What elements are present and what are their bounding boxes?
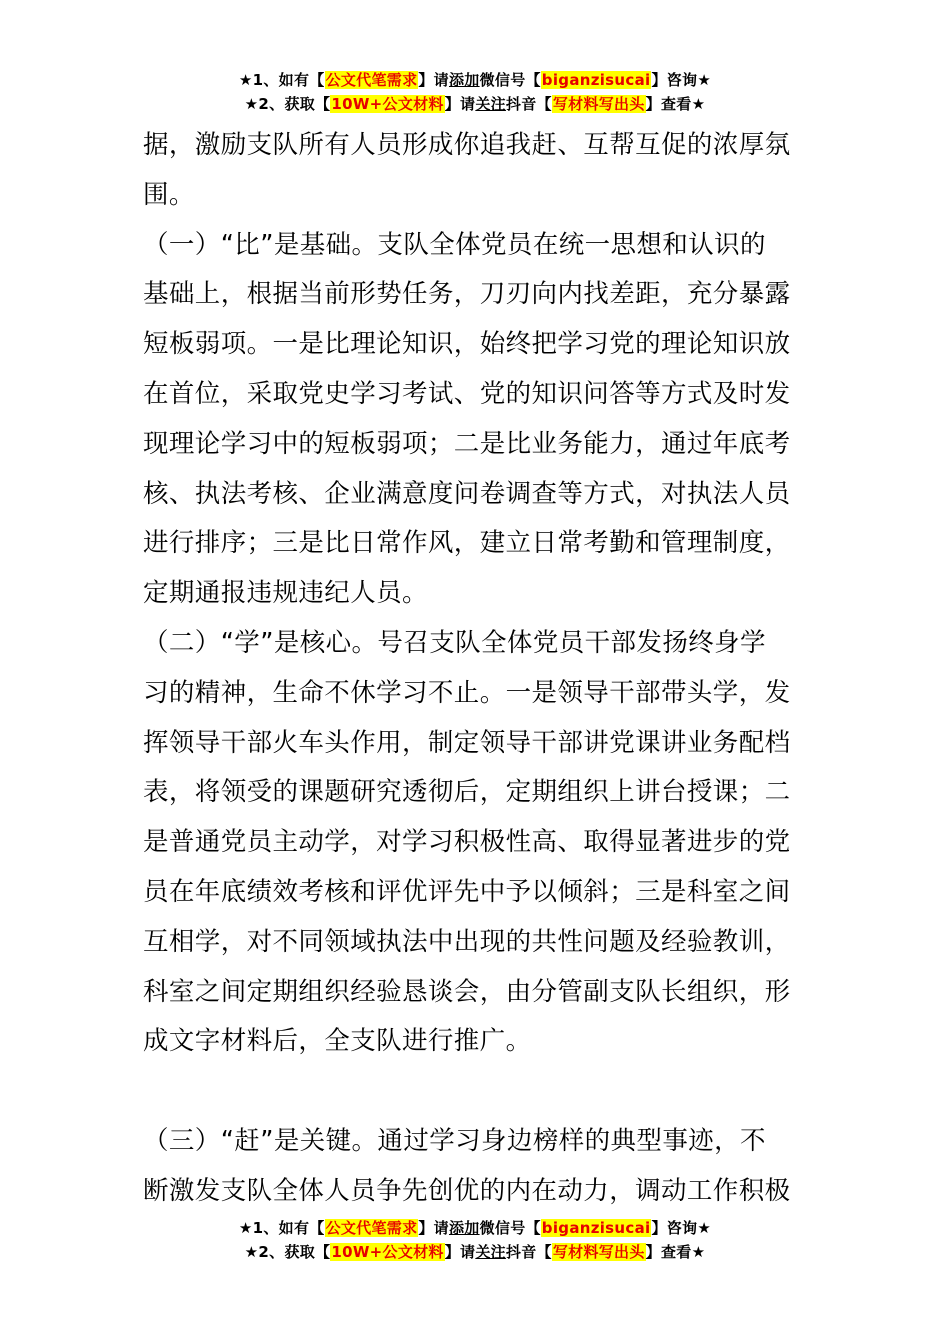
- body-line: 习的精神，生命不休学习不止。一是领导干部带头学，发: [143, 677, 791, 708]
- banner-text: ★2、获取【: [244, 1243, 331, 1261]
- banner-text: 】查看★: [645, 95, 706, 113]
- banner-text: 抖音【: [505, 1243, 552, 1261]
- banner-highlight: 写材料写出头: [552, 1243, 645, 1261]
- footer-banner: [0, 1216, 950, 1264]
- body-line: 核、执法考核、企业满意度问卷调查等方式，对执法人员: [143, 478, 791, 509]
- banner-text: 】咨询★: [651, 1219, 712, 1237]
- banner-text: 】请: [444, 1243, 476, 1261]
- body-line: 定期通报违规违纪人员。: [143, 578, 428, 609]
- header-banner: [0, 68, 950, 116]
- banner-text: 】查看★: [645, 1243, 706, 1261]
- banner-highlight: 公文代笔需求: [325, 71, 418, 89]
- banner-highlight: 公文代笔需求: [325, 1219, 418, 1237]
- body-line: 表，将领受的课题研究透彻后，定期组织上讲台授课；二: [143, 777, 791, 808]
- body-line: （一）“比”是基础。支队全体党员在统一思想和认识的: [143, 229, 766, 260]
- body-line: 在首位，采取党史学习考试、党的知识问答等方式及时发: [143, 378, 791, 409]
- banner-line-2: [0, 1240, 950, 1264]
- banner-text: 抖音【: [505, 95, 552, 113]
- banner-highlight: 10W+公文材料: [331, 95, 444, 113]
- body-line: 员在年底绩效考核和评优评先中予以倾斜；三是科室之间: [143, 876, 791, 907]
- body-line: 成文字材料后，全支队进行推广。: [143, 1026, 532, 1057]
- banner-text: ★1、如有【: [238, 1219, 325, 1237]
- body-line: （三）“赶”是关键。通过学习身边榜样的典型事迹，不: [143, 1125, 766, 1156]
- banner-underline: 关注: [475, 95, 506, 113]
- body-line: 是普通党员主动学，对学习积极性高、取得显著进步的党: [143, 827, 791, 858]
- banner-highlight: 10W+公文材料: [331, 1243, 444, 1261]
- banner-text: 】请: [418, 1219, 449, 1237]
- banner-text: 】请: [418, 71, 449, 89]
- banner-text: 】请: [444, 95, 476, 113]
- body-line: 断激发支队全体人员争先创优的内在动力，调动工作积极: [143, 1175, 791, 1206]
- banner-text: ★2、获取【: [244, 95, 331, 113]
- body-line: 据，激励支队所有人员形成你追我赶、互帮互促的浓厚氛: [143, 130, 791, 160]
- banner-underline: 添加: [448, 71, 480, 89]
- body-line: 现理论学习中的短板弱项；二是比业务能力，通过年底考: [143, 428, 791, 459]
- paragraph-gap: [143, 1067, 808, 1117]
- body-line: 互相学，对不同领域执法中出现的共性问题及经验教训，: [143, 926, 791, 957]
- body-line: 基础上，根据当前形势任务，刀刃向内找差距，充分暴露: [143, 279, 791, 310]
- banner-line-1: [0, 68, 950, 92]
- body-line: 科室之间定期组织经验恳谈会，由分管副支队长组织，形: [143, 976, 791, 1007]
- banner-highlight: biganzisucai: [541, 1219, 651, 1237]
- banner-underline: 添加: [448, 1219, 480, 1237]
- body-line: 围。: [143, 179, 195, 210]
- banner-text: 】咨询★: [651, 71, 712, 89]
- banner-text: ★1、如有【: [238, 71, 325, 89]
- document-body: [143, 121, 808, 1217]
- banner-text: 微信号【: [479, 1219, 541, 1237]
- banner-highlight: 写材料写出头: [552, 95, 645, 113]
- body-line: 进行排序；三是比日常作风，建立日常考勤和管理制度，: [143, 528, 791, 559]
- body-line: （二）“学”是核心。号召支队全体党员干部发扬终身学: [143, 627, 766, 658]
- banner-line-1: [0, 1216, 950, 1240]
- banner-highlight: biganzisucai: [541, 71, 651, 89]
- banner-underline: 关注: [475, 1243, 506, 1261]
- body-line: 短板弱项。一是比理论知识，始终把学习党的理论知识放: [143, 329, 791, 360]
- banner-text: 微信号【: [479, 71, 541, 89]
- body-line: 挥领导干部火车头作用，制定领导干部讲党课讲业务配档: [143, 727, 791, 758]
- banner-line-2: [0, 92, 950, 116]
